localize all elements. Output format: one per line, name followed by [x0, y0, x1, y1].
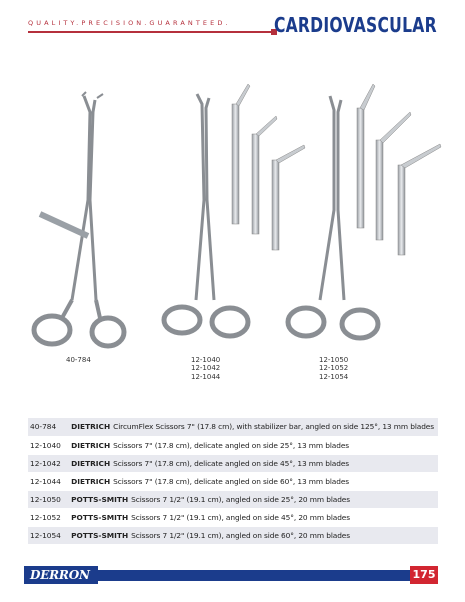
product-description-cell: [67, 418, 438, 436]
product-description: Scissors 7 1/2" (19.1 cm), angled on side 45°, 20 mm blades: [131, 512, 350, 522]
product-code: 12-1054: [28, 526, 67, 544]
product-code: 12-1040: [28, 436, 67, 454]
product-name: POTTS-SMITH: [71, 530, 129, 540]
illustration-codes-group-2: [191, 356, 220, 381]
potts-smith-tip-details: [357, 84, 441, 255]
product-code: 12-1052: [28, 508, 67, 526]
product-name: POTTS-SMITH: [71, 512, 129, 522]
product-spec-table: [28, 418, 438, 545]
illustration-code: 12-1042: [191, 364, 221, 373]
tagline: QUALITY.PRECISION.GUARANTEED.: [28, 19, 231, 27]
illustration-code: 12-1044: [191, 372, 221, 381]
product-description: Scissors 7" (17.8 cm), delicate angled on side 45°, 13 mm blades: [113, 458, 350, 468]
product-description-cell: [67, 454, 438, 472]
table-row: [28, 454, 438, 472]
product-description: Scissors 7" (17.8 cm), delicate angled on side 60°, 13 mm blades: [113, 476, 350, 486]
product-description: Scissors 7 1/2" (19.1 cm), angled on side 60°, 20 mm blades: [131, 530, 350, 540]
illustration-code: 40-784: [66, 356, 91, 364]
potts-smith-scissors-image: [288, 96, 378, 338]
product-name: DIETRICH: [71, 476, 111, 486]
product-name: DIETRICH: [71, 422, 111, 432]
product-description-cell: [67, 508, 438, 526]
illustration-codes-group-1: [66, 356, 91, 364]
table-row: [28, 418, 438, 436]
table-row: [28, 490, 438, 508]
table-row: [28, 526, 438, 544]
dietrich-circumflex-scissors-image: [34, 92, 124, 346]
product-description: CircumFlex Scissors 7" (17.8 cm), with stabilizer bar, angled on side 125°, 13 mm blades: [113, 422, 434, 432]
product-description-cell: [67, 436, 438, 454]
product-code: 12-1042: [28, 454, 67, 472]
product-name: DIETRICH: [71, 458, 111, 468]
product-description-cell: [67, 490, 438, 508]
table-row: [28, 472, 438, 490]
section-title: CARDIOVASCULAR: [274, 13, 437, 37]
tagline-rule: [28, 31, 274, 33]
product-description: Scissors 7" (17.8 cm), delicate angled on side 25°, 13 mm blades: [113, 440, 350, 450]
illustration-codes-group-3: [319, 356, 348, 381]
product-code: 12-1044: [28, 472, 67, 490]
dietrich-tip-details: [232, 84, 305, 250]
product-name: DIETRICH: [71, 440, 111, 450]
table-row: [28, 508, 438, 526]
product-code: 40-784: [28, 418, 67, 436]
illustration-code: 12-1040: [191, 356, 221, 364]
instrument-illustrations: [0, 80, 465, 360]
illustration-code: 12-1054: [319, 372, 349, 381]
product-name: POTTS-SMITH: [71, 494, 129, 504]
product-description-cell: [67, 526, 438, 544]
illustration-code: 12-1050: [319, 356, 349, 364]
brand-logo: DERRON: [24, 566, 98, 584]
product-description: Scissors 7 1/2" (19.1 cm), angled on side 25°, 20 mm blades: [131, 494, 350, 504]
illustration-code: 12-1052: [319, 364, 349, 373]
product-code: 12-1050: [28, 490, 67, 508]
page-number: 175: [410, 566, 438, 584]
table-row: [28, 436, 438, 454]
product-description-cell: [67, 472, 438, 490]
